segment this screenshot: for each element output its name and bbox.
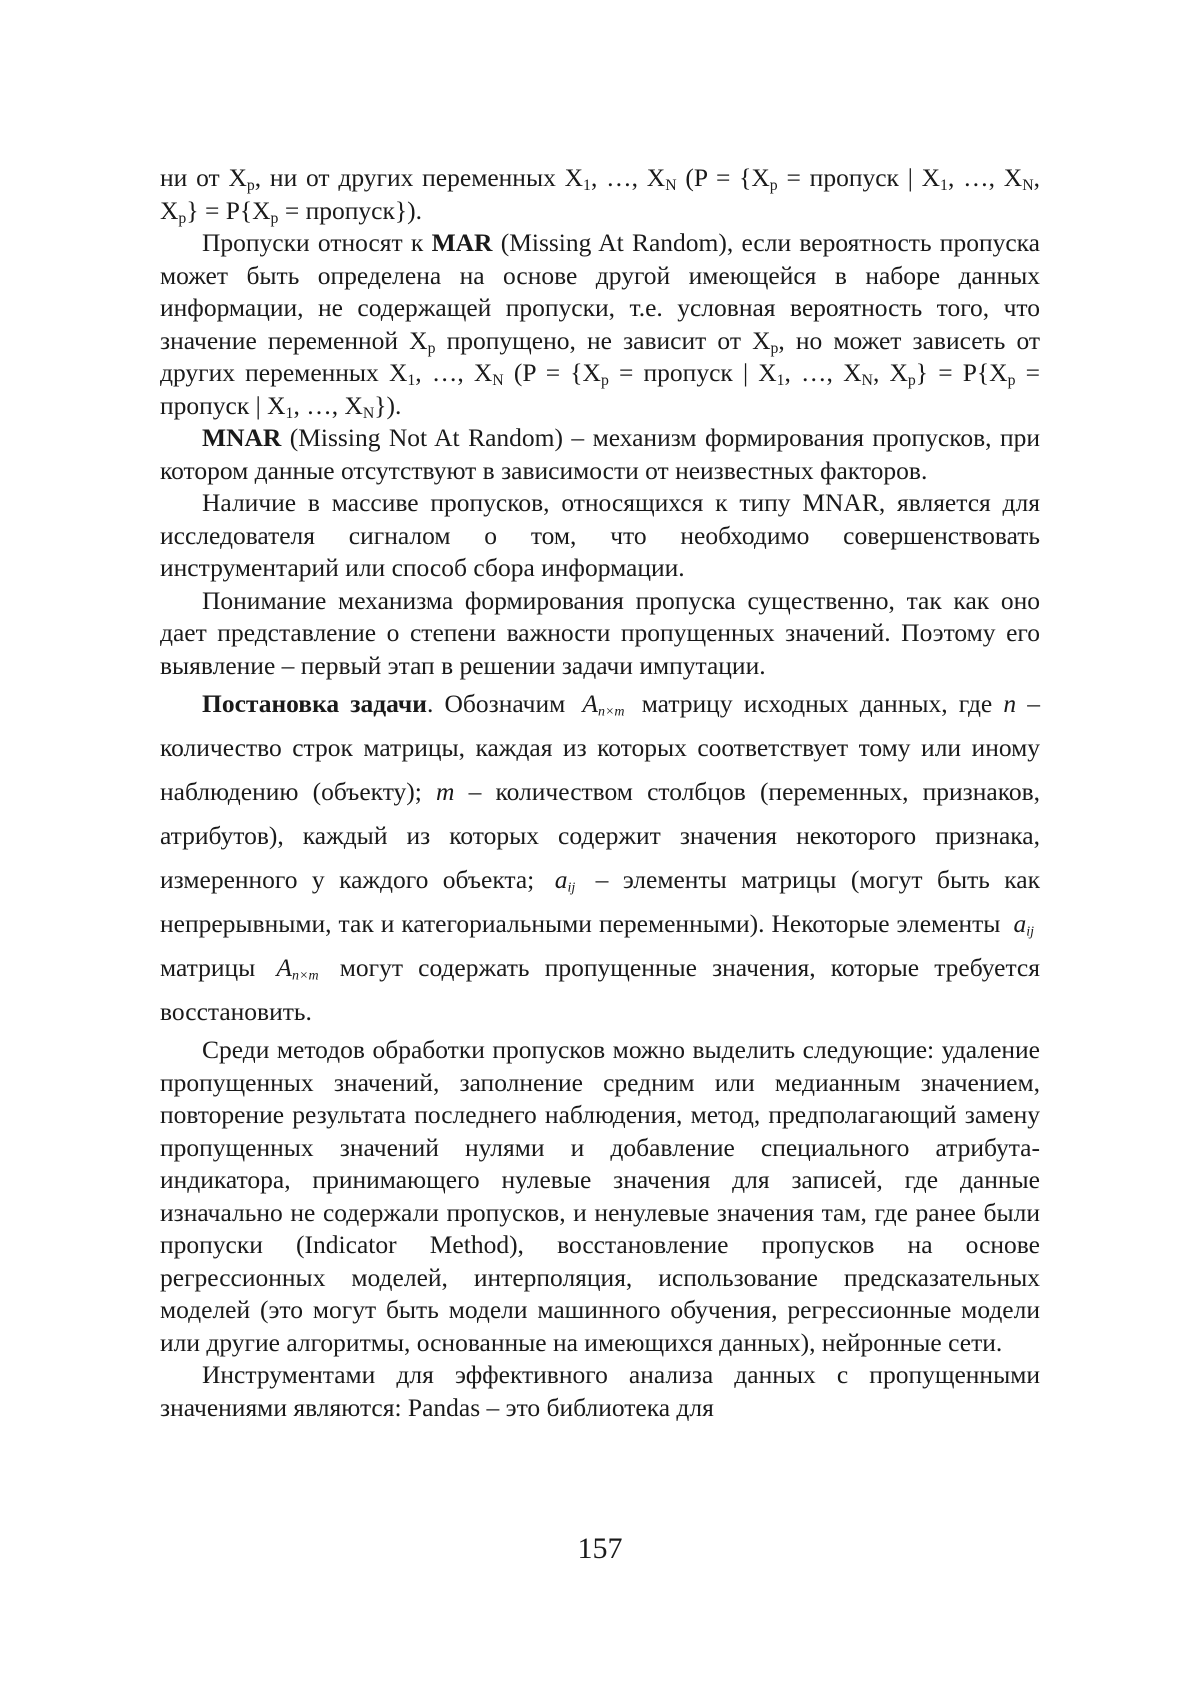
paragraph-mnar: MNAR (Missing Not At Random) – механизм формирования пропусков, при котором данные отсутствуют в зависимости от неизвестных факторов. — [160, 423, 1040, 485]
term-mnar: MNAR — [202, 423, 282, 452]
term-problem-statement: Постановка задачи — [202, 689, 427, 718]
body-text — [160, 162, 1040, 1424]
paragraph-methods: Среди методов обработки пропусков можно выделить следующие: удаление пропущенных значений, заполнение средним или медианным значением, повторение результата последнего наблюдения, метод, предполагающий замену пропущенных значений нулями и добавление специального атрибута-индикатора, принимающего нулевые значения для записей, где данные изначально не содержали пропусков, и ненулевые значения там, где ранее были пропуски (Indicator Method), восстановление пропусков на основе регрессионных моделей, интерполяция, использование предсказательных моделей (это могут быть модели машинного обучения, регрессионные модели или другие алгоритмы, основанные на имеющихся данных), нейронные сети. — [160, 1035, 1040, 1357]
paragraph-mechanism: Понимание механизма формирования пропуска существенно, так как оно дает представление о степени важности пропущенных значений. Поэтому его выявление – первый этап в решении задачи импутации. — [160, 585, 1040, 680]
matrix-symbol: $A_{n\times m}$ — [582, 689, 625, 720]
paragraph-problem-statement: Постановка задачи. Обозначим $A_{n\times m}$ матрицу исходных данных, где n – количество строк матрицы, каждая из которых соответствует тому или иному наблюдению (объекту); m – количеством столбцов (переменных, признаков, атрибутов), каждый из которых содержит значения некоторого признака, измеренного у каждого объекта; $a_{ij}$ – элементы матрицы (могут быть как непрерывными, так и категориальными переменными). Некоторые элементы $a_{ij}$ матрицы $A_{n\times m}$ могут содержать пропущенные значения, которые требуется восстановить. — [160, 689, 1041, 1026]
paragraph-mar: Пропуски относят к MAR (Missing At Random), если вероятность пропуска может быть определена на основе другой имеющейся в наборе данных информации, не содержащей пропуски, т.е. условная вероятность того, что значение переменной $X_p$ пропущено, не зависит от $X_p$, но может зависеть от других переменных $X_1$, …, $X_N$ ($P = \{X_p$ = пропуск | $X_1$, …, $X_N$, $X_p\} = P\{X_p$ = пропуск | $X_1$, …, $X_N$}). — [160, 228, 1041, 422]
paragraph-tools: Инструментами для эффективного анализа данных с пропущенными значениями являются: Pandas – это библиотека для — [160, 1360, 1040, 1422]
page-number: 157 — [577, 1532, 623, 1565]
paragraph-mnar-signal: Наличие в массиве пропусков, относящихся к типу MNAR, является для исследователя сигналом о том, что необходимо совершенствовать инструментарий или способ сбора информации. — [160, 488, 1040, 582]
paragraph-mcar-continuation: ни от $X_p$, ни от других переменных $X_1$, …, $X_N$ ($P = \{X_p$ = пропуск | $X_1$, …, $X_N$, $X_p\} = P\{X_p$ = пропуск}). — [160, 163, 1041, 227]
element-symbol: $a_{ij}$ — [554, 865, 576, 896]
element-symbol: $a_{ij}$ — [1013, 909, 1034, 940]
term-mar: MAR — [431, 228, 493, 257]
matrix-symbol: $A_{n\times m}$ — [276, 953, 319, 984]
